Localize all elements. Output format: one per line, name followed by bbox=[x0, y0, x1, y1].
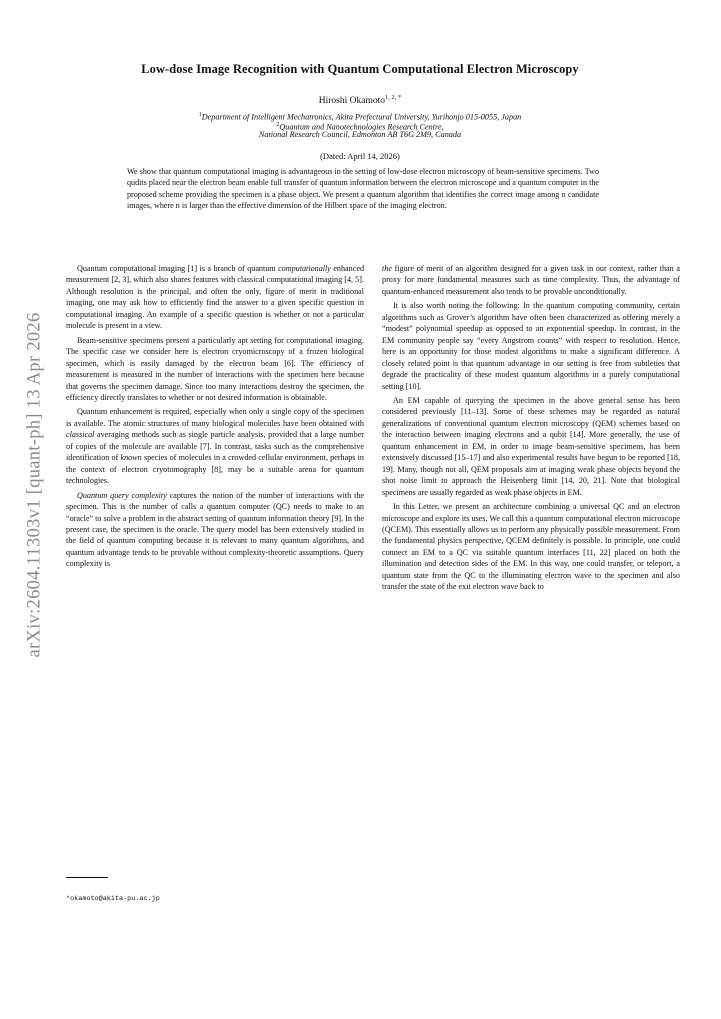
body-text: averaging methods such as single particle analysis, provided that a large number of copies of the molecule are available [7]. In contrast, tasks such as the comprehensive identification of bbox=[66, 430, 364, 463]
abstract bbox=[127, 166, 599, 212]
emphasis-text: known bbox=[120, 453, 142, 463]
author-name: Hiroshi Okamoto bbox=[318, 96, 385, 107]
emphasis-text: classical bbox=[66, 430, 95, 440]
affiliation-2-mark: 2 bbox=[276, 122, 280, 128]
body-text: Quantum computational imaging [1] is a branch of quantum bbox=[77, 264, 279, 273]
arxiv-stamp bbox=[15, 270, 55, 700]
body-text: Quantum enhancement is required, especially when only a single copy of the specimen is available. The atomic structures of many biological molecules have been obtained with bbox=[66, 407, 364, 428]
emphasis-text: computationally bbox=[278, 264, 331, 273]
body-text: It is also worth noting the following: In the quantum computing community, certain algorithms such as Grover’s algorithm have often been characterized as offering merely a “modest” polynomial speedup as opposed to an exponential speedup. In contrast, in the EM community people say “every Angstrom counts” with respect to resolution. Hence, here is an opportunity for those modest algorithms to make a significant difference. A closely related point is that quantum advantage in our setting is free from subtleties that degrade the practicality of these modest quantum algorithms in a purely computational setting [10]. bbox=[382, 301, 680, 391]
affiliation-3-text: National Research Council, Edmonton AB T6G 2M9, Canada bbox=[258, 130, 462, 139]
right-column-paragraph bbox=[382, 263, 680, 297]
affiliation-2-text: Quantum and Nanotechnologies Research Centre, bbox=[279, 122, 444, 132]
author-line bbox=[60, 94, 660, 106]
right-column-paragraph bbox=[382, 395, 680, 498]
left-column-paragraph bbox=[66, 406, 364, 486]
body-text: species of molecules in a crowded cellular environment, perhaps in the context of electron cryotomography [8], may be a suitable arena for quantum technologies. bbox=[66, 453, 364, 486]
left-column-paragraph bbox=[66, 263, 364, 332]
emphasis-text: the bbox=[382, 264, 392, 273]
left-column-paragraph bbox=[66, 335, 364, 404]
body-text: enhanced measurement [2, 3], which also shares features with classical computational imaging [4, 5]. Although resolution is the principal, and often the only, figure of merit in traditional imaging, one may ask how to efficiently find the answer to a given specific question in computational imaging. An example of a specific question is whether or not a particular molecule is present in a view. bbox=[66, 264, 365, 331]
body-text: An EM capable of querying the specimen in the above general sense has been considered previously [11–13]. Some of these schemes may be regarded as natural generalizations of conventional quantum electron microscopy (QEM) schemes based on the interaction between imaging electrons and a qubit [14]. More generally, the use of quantum enhancement in EM, in order to image beam-sensitive specimens, has been extensively discussed [15–17] and also experimental results have begun to be reported [18, 19]. Many, though not all, QEM proposals aim at imaging weak phase objects beyond the shot noise limit to approach the Heisenberg limit [14, 20, 21]. Note that biological specimens are usually regarded as weak phase objects in EM. bbox=[382, 395, 680, 497]
footnote-rule bbox=[66, 877, 108, 878]
affiliation-1-text: Department of Intelligent Mechatronics, Akita Prefectural University, Yurihonjo 015-0055, Japan bbox=[201, 112, 522, 122]
body-text: figure of merit of an algorithm designed for a given task in our context, rather than a proxy for more fundamental measures such as time complexity. Thus, the advantage of quantum-enhanced measurement also tends to be provable unconditionally. bbox=[382, 264, 680, 296]
body-text: captures the notion of the number of interactions with the specimen. This is the number of calls a quantum computer (QC) needs to make to an “oracle” to solve a problem in the abstract setting of quantum information theory [9]. In the present case, the specimen is the oracle. The query model has been extensively studied in the field of quantum computing because it is relevant to many quantum algorithms, and quantum advantage tends to be provable without complexity-theoretic assumptions. Query complexity is bbox=[66, 490, 364, 569]
abstract-text: We show that quantum computational imaging is advantageous in the setting of low-dose electron microscopy of beam-sensitive specimens. Two qudits placed near the electron beam enable full transfer of quantum information between the electron microscope and a quantum computer in the proposed scheme providing the specimen is a phase object. We present a quantum algorithm that identifies the correct image among n candidate images, where n is larger than the effective dimension of the Hilbert space of the imaging electron. bbox=[127, 167, 599, 211]
author-marks: 1, 2, * bbox=[384, 94, 402, 101]
right-column-paragraph bbox=[382, 501, 680, 593]
right-column bbox=[382, 263, 680, 596]
body-text: Beam-sensitive specimens present a particularly apt setting for computational imaging. The specific case we consider here is electron cryomicroscopy of a frozen biological specimen, which is easily damaged by the electron beam [6]. The efficiency of measurement is measured in the number of interactions with the specimen here because that governs the specimen damage. Since too many interactions destroy the specimen, the efficiency directly translates to whether or not desired information is obtainable. bbox=[66, 335, 364, 402]
body-text: In this Letter, we present an architecture combining a universal QC and an electron microscope and explore its uses. We call this a quantum computational electron microscope (QCEM). This essentially allows us to perform any physically possible measurement. From the fundamental physics perspective, QCEM definitely is possible. In principle, one could connect an EM to a QC via suitable quantum interfaces [11, 22] placed on both the illumination and detection sides of the EM. In this way, one could transfer, or teleport, a quantum state from the QC to the illuminating electron wave to the specimen and also transfer the state of the exit electron wave back to bbox=[382, 502, 680, 592]
paper-title: Low-dose Image Recognition with Quantum Computational Electron Microscopy bbox=[141, 62, 579, 76]
arxiv-id: arXiv:2604.11303v1 [quant-ph] 13 Apr 2026 bbox=[24, 312, 45, 658]
affiliation-3 bbox=[60, 130, 660, 140]
dated-line: (Dated: April 14, 2026) bbox=[320, 151, 400, 161]
affiliation-1-mark: 1 bbox=[198, 112, 202, 118]
right-column-paragraph bbox=[382, 300, 680, 392]
left-column bbox=[66, 263, 364, 573]
left-column-paragraph bbox=[66, 490, 364, 570]
footnote-email: *okamoto@akita-pu.ac.jp bbox=[66, 895, 160, 903]
emphasis-text: Quantum query complexity bbox=[77, 490, 167, 500]
